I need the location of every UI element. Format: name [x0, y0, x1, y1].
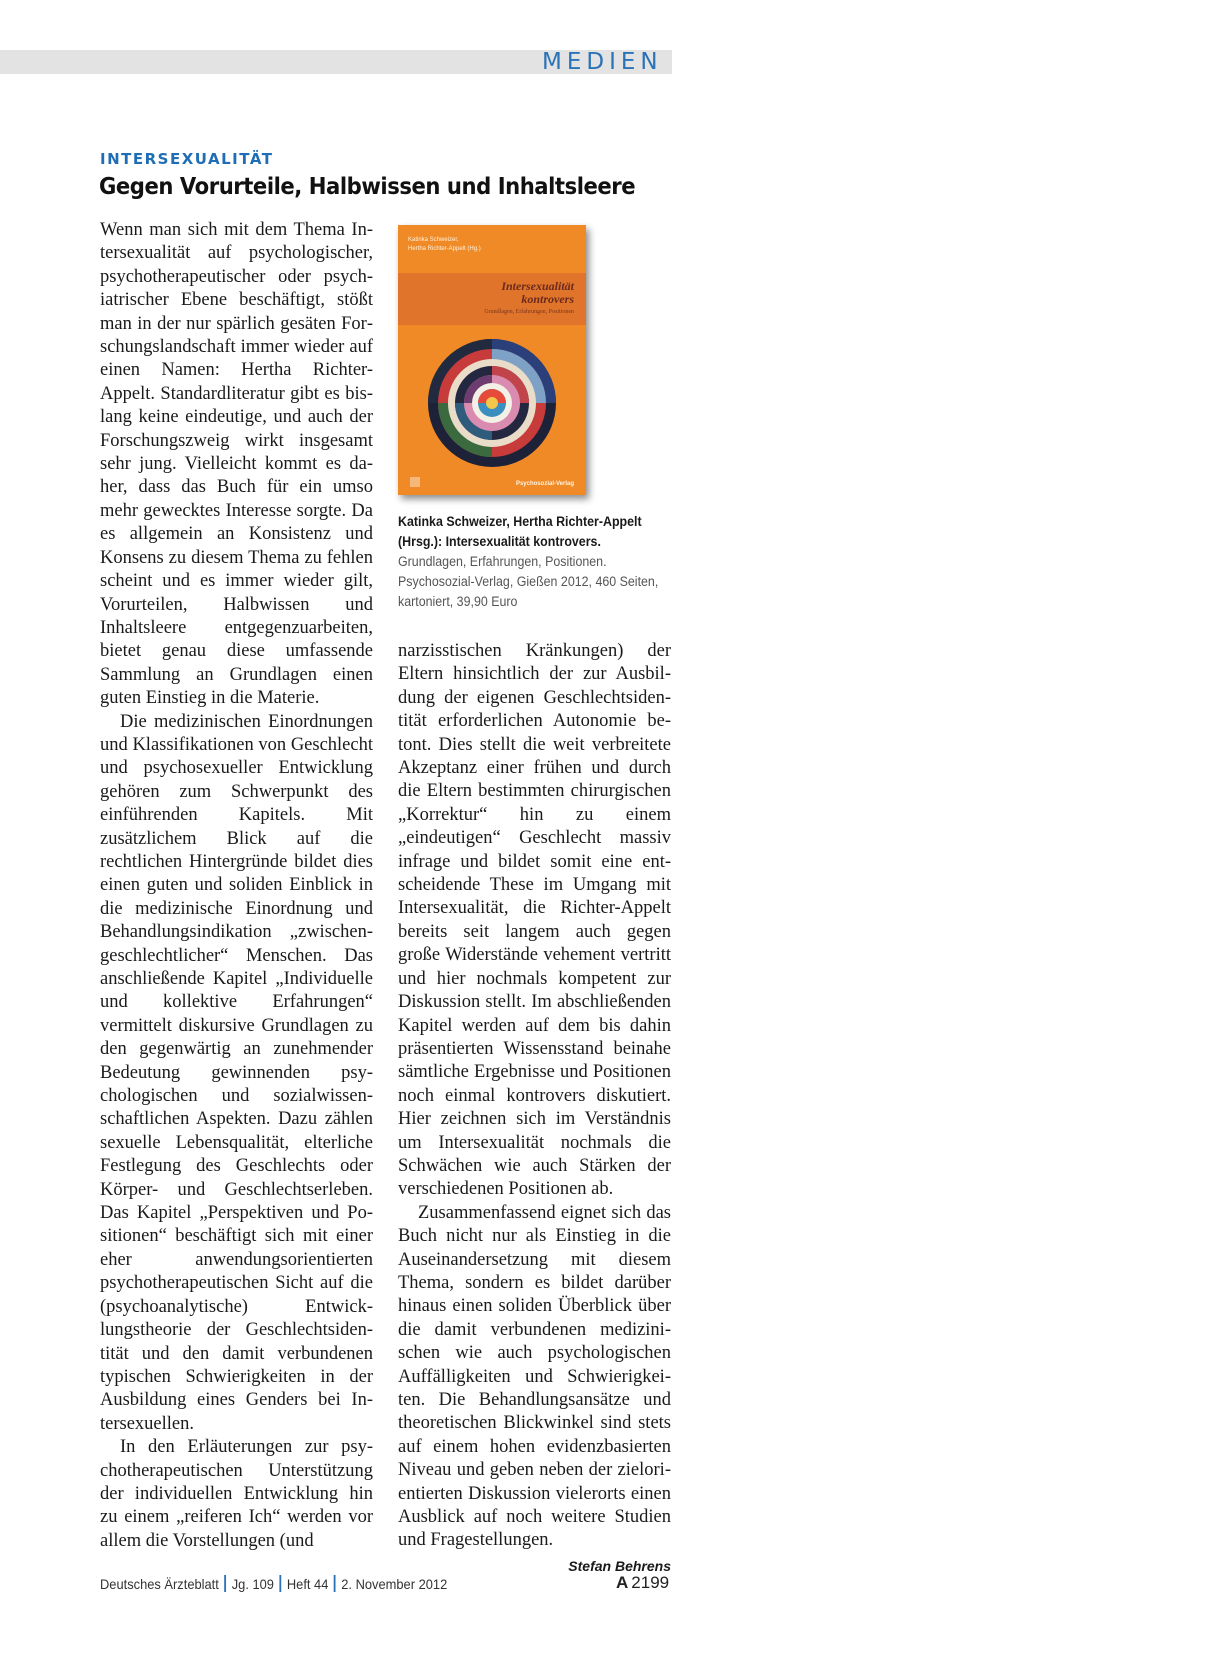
- journal-volume: Jg. 109: [231, 1576, 274, 1592]
- article-column-1: [100, 219, 373, 1553]
- page-footer: [100, 1575, 447, 1592]
- paragraph: Die medizinischen Einordnungen und Klassifikationen von Geschlecht und psychosexueller Entwicklung gehören zum Schwerpunkt des einführenden Kapitels. Mit zusätzlichem Blick auf die rechtlichen Hintergründe bildet dies einen guten und soliden Einblick in die medizinische Einordnung und Behandlungsindikation „zwischengeschlechtlicher“ Menschen. Das anschließende Kapitel „Individuelle und kollektive Erfahrungen“ vermittelt diskursive Grundlagen zu den gegenwärtig an zunehmender Bedeutung gewinnenden psychologischen und sozialwissenschaftlichen Aspekten. Dazu zählen sexuelle Lebensqualität, elterliche Festlegung des Geschlechts oder Körper- und Geschlechtserleben. Das Kapitel „Perspektiven und Positionen“ beschäftigt sich mit einer eher anwendungsorientierten psychotherapeutischen Sicht auf die (psychoanalytische) Entwicklungstheorie der Geschlechtsidentität und den damit verbundenen typischen Schwierigkeiten in der Ausbildung eines Genders bei Intersexuellen.: [100, 711, 373, 1434]
- journal-name: Deutsches Ärzteblatt: [100, 1576, 219, 1592]
- paragraph: Wenn man sich mit dem Thema Intersexualität auf psychologischer, psychotherapeutischer oder psychiatrischer Ebene beschäftigt, stößt man in der nur spärlich gesäten Forschungslandschaft immer wieder auf einen Namen: Hertha Richter-Appelt. Standardliteratur gibt es bislang keine eindeutige, und auch der Forschungszweig wirkt insgesamt sehr jung. Vielleicht kommt es daher, dass das Buch für ein umso mehr gewecktes Interesse sorgte. Da es allgemein an Konsistenz und Konsens zu diesem Thema zu fehlen scheint und es immer wieder gilt, Vorurteilen, Halbwissen und Inhaltsleere entgegenzuarbeiten, bietet genau diese umfassende Sammlung an Grundlagen einen guten Einstieg in die Materie.: [100, 220, 373, 709]
- cover-subtitle: Grundlagen, Erfahrungen, Positionen: [484, 309, 574, 315]
- paragraph-text: Zusammenfassend eignet sich das Buch nicht nur als Einstieg in die Auseinandersetzung mit diesem Thema, sondern es bildet darüber hinaus einen soliden Überblick über die damit verbundenen medizinischen wie auch psychologischen Auffälligkeiten und Schwierigkeiten. Die Behandlungsansätze und theoretischen Blickwinkel sind stets auf einem hohen evidenzbasierten Niveau und geben neben der zielorientierten Diskussion vielerorts einen Ausblick auf noch weitere Studien und Fragestellungen.: [398, 1202, 671, 1551]
- footer-divider: [280, 1575, 282, 1592]
- paragraph: In den Erläuterungen zur psychotherapeutischen Unterstützung der individuellen Entwicklung hin zu einem „reiferen Ich“ werden vor allem die Vorstellungen (und: [100, 1437, 373, 1551]
- section-label: MEDIEN: [542, 49, 663, 75]
- concentric-circle-artwork: [426, 337, 558, 469]
- article-column-2: [398, 640, 671, 1578]
- book-caption: [398, 512, 665, 612]
- article-kicker: INTERSEXUALITÄT: [100, 150, 274, 168]
- journal-issue: Heft 44: [286, 1576, 329, 1592]
- book-cover-image: [398, 225, 586, 495]
- article-headline: Gegen Vorurteile, Halbwissen und Inhaltsleere: [99, 174, 636, 200]
- cover-author-line: Hertha Richter-Appelt (Hg.): [408, 246, 481, 252]
- caption-details: Grundlagen, Erfahrungen, Positionen. Psychosozial-Verlag, Gießen 2012, 460 Seiten, kartoniert, 39,90 Euro: [398, 554, 659, 609]
- author-signature: Stefan Behrens: [568, 1557, 671, 1574]
- paragraph: narzisstischen Kränkungen) der Eltern hinsichtlich der zur Ausbildung der eigenen Geschlechtsidentität erforderlichen Autonomie betont. Dies stellt die weit verbreitete Akzeptanz einer frühen und durch die Eltern bestimmten chirurgischen „Korrektur“ hin zu einem „eindeutigen“ Geschlecht massiv infrage und bildet somit eine entscheidende These im Umgang mit Intersexualität, die Richter-Appelt bereits seit langem auch gegen große Widerstände vehement vertritt und hier nochmals kompetent zur Diskussion stellt. Im abschließenden Kapitel werden auf dem bis dahin präsentierten Wissensstand beinahe sämtliche Ergebnisse und Positionen noch einmal kontrovers diskutiert. Hier zeichnen sich im Verständnis um Intersexualität nochmals die Schwächen wie auch Stärken der verschiedenen Positionen ab.: [398, 641, 671, 1200]
- cover-author-line: Katinka Schweizer,: [408, 237, 459, 243]
- cover-title-line: kontrovers: [521, 292, 574, 306]
- paragraph: [398, 1202, 671, 1574]
- cover-authors: [408, 236, 481, 254]
- page-number-value: 2199: [631, 1573, 670, 1592]
- cover-title: [501, 280, 574, 306]
- footer-divider: [334, 1575, 336, 1592]
- publisher-logo-icon: [410, 477, 420, 487]
- issue-date: 2. November 2012: [341, 1576, 448, 1592]
- page-number: [616, 1573, 669, 1593]
- footer-divider: [224, 1575, 226, 1592]
- page-prefix: A: [616, 1573, 629, 1592]
- cover-publisher: Psychosozial-Verlag: [515, 481, 574, 487]
- caption-title: Katinka Schweizer, Hertha Richter-Appelt (Hrsg.): Intersexualität kontrovers.: [398, 514, 642, 549]
- cover-title-line: Intersexualität: [501, 279, 574, 293]
